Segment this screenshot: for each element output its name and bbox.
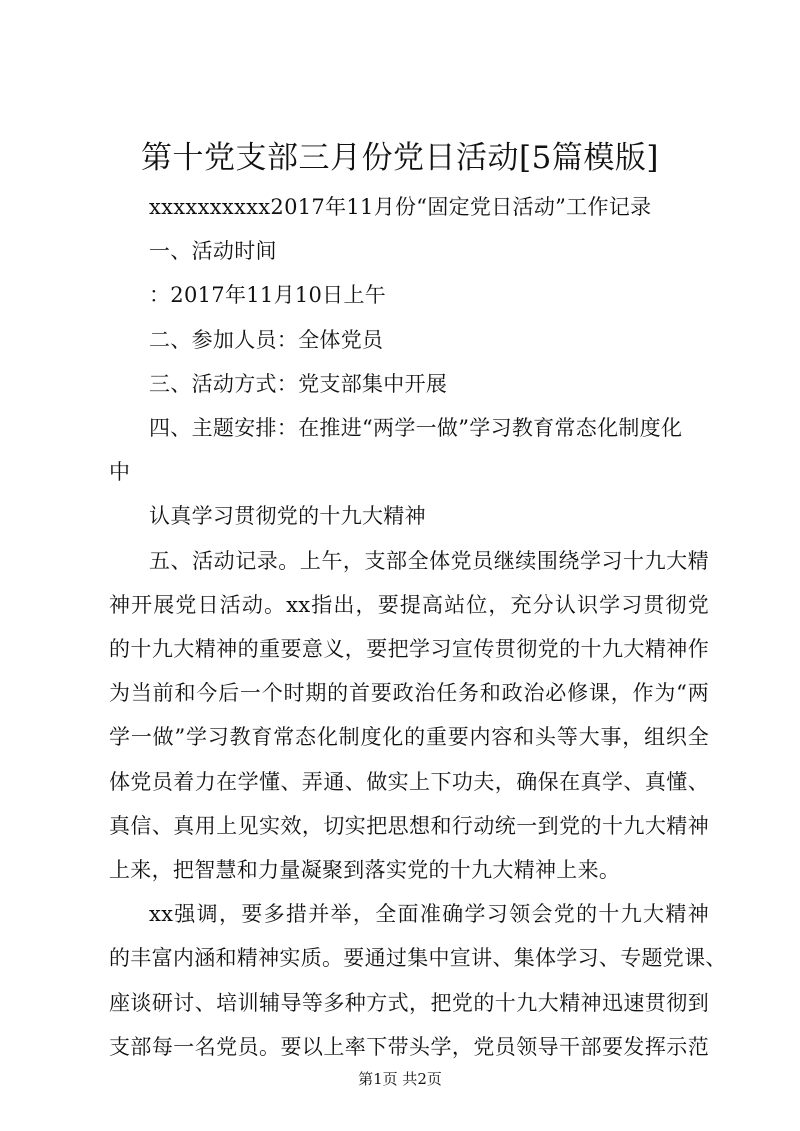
participants: 二、参加人员：全体党员 — [149, 328, 384, 352]
paragraph-line: 真信、真用上见实效，切实把思想和行动统一到党的十九大精神 — [109, 814, 709, 838]
paragraph-line: 的丰富内涵和精神实质。要通过集中宣讲、集体学习、专题党课、 — [109, 946, 727, 970]
paragraph-line: xx强调，要多措并举，全面准确学习领会党的十九大精神 — [149, 902, 709, 926]
paragraph-line: 五、活动记录。上午，支部全体党员继续围绕学习十九大精 — [149, 549, 709, 573]
theme-arrangement-continued: 中 — [109, 460, 131, 484]
theme-subject: 认真学习贯彻党的十九大精神 — [149, 504, 426, 528]
paragraph-line: 为当前和今后一个时期的首要政治任务和政治必修课，作为“两 — [109, 681, 709, 705]
paragraph-line: 支部每一名党员。要以上率下带头学，党员领导干部要发挥示范 — [109, 1035, 709, 1059]
document-title: 第十党支部三月份党日活动[5篇模版] — [141, 140, 659, 176]
paragraph-line: 学一做”学习教育常态化制度化的重要内容和头等大事，组织全 — [109, 725, 709, 749]
paragraph-line: 的十九大精神的重要意义，要把学习宣传贯彻党的十九大精神作 — [109, 637, 709, 661]
paragraph-line: 座谈研讨、培训辅导等多种方式，把党的十九大精神迅速贯彻到 — [109, 991, 709, 1015]
paragraph-line: 神开展党日活动。xx指出，要提高站位，充分认识学习贯彻党 — [109, 593, 709, 617]
paragraph-line: 体党员着力在学懂、弄通、做实上下功夫，确保在真学、真懂、 — [109, 770, 709, 794]
record-heading: xxxxxxxxxx2017年11月份“固定党日活动”工作记录 — [149, 195, 652, 219]
page-footer: 第1页 共2页 — [358, 1070, 442, 1088]
section-one-heading: 一、活动时间 — [149, 239, 277, 263]
theme-arrangement: 四、主题安排：在推进“两学一做”学习教育常态化制度化 — [149, 416, 683, 440]
activity-time: ：2017年11月10日上午 — [149, 283, 387, 307]
paragraph-line: 上来，把智慧和力量凝聚到落实党的十九大精神上来。 — [109, 858, 621, 882]
activity-method: 三、活动方式：党支部集中开展 — [149, 372, 448, 396]
